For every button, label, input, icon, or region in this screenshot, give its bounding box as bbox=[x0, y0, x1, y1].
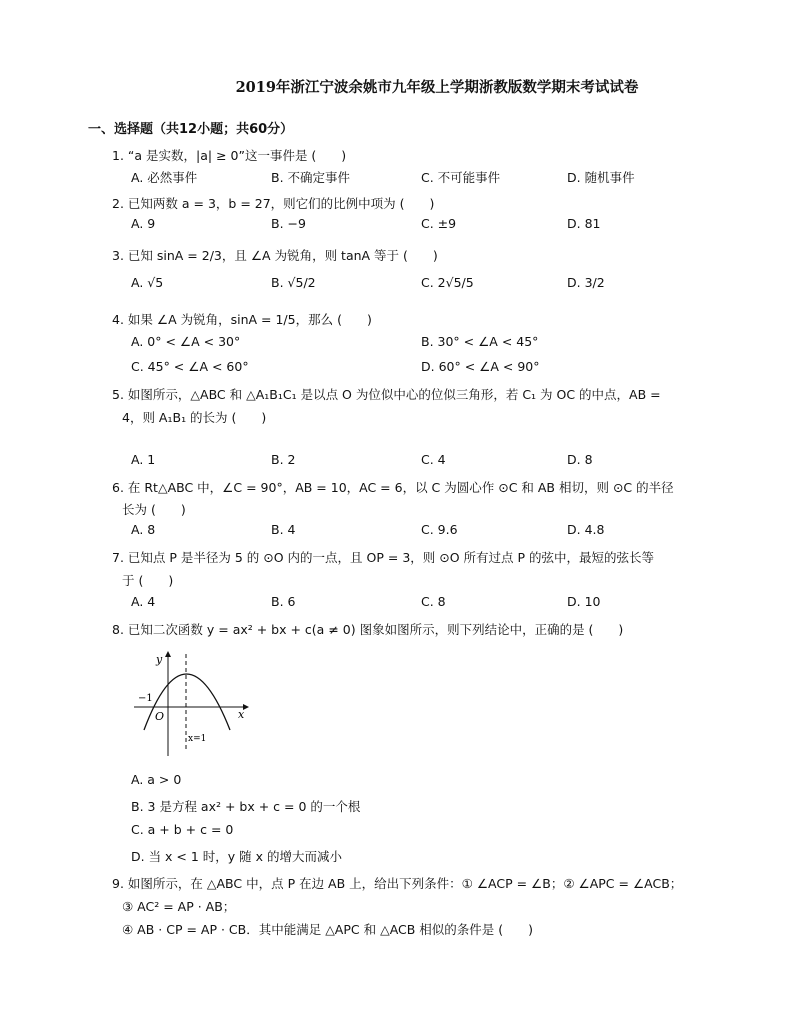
q3-option-b: B. √5/2 bbox=[271, 275, 316, 290]
q1-option-d: D. 随机事件 bbox=[567, 170, 635, 185]
question-5-stem-line2: 4，则 A₁B₁ 的长为 ( ) bbox=[122, 410, 267, 425]
origin-label: O bbox=[155, 710, 165, 723]
q3-option-c: C. 2√5/5 bbox=[421, 275, 474, 290]
question-6-stem-line2: 长为 ( ) bbox=[122, 502, 186, 517]
question-5-stem-line1: 5. 如图所示，△ABC 和 △A₁B₁C₁ 是以点 O 为位似中心的位似三角形，若 C₁ 为 OC 的中点，AB = bbox=[112, 387, 661, 402]
q4-option-d: D. 60° < ∠A < 90° bbox=[421, 359, 540, 374]
q7-option-c: C. 8 bbox=[421, 594, 446, 609]
parabola-figure bbox=[128, 648, 258, 760]
question-4-stem: 4. 如果 ∠A 为锐角，sinA = 1/5，那么 ( ) bbox=[112, 312, 372, 327]
q1-option-a: A. 必然事件 bbox=[131, 170, 198, 185]
question-8-stem: 8. 已知二次函数 y = ax² + bx + c(a ≠ 0) 图象如图所示，则下列结论中，正确的是 ( ) bbox=[112, 622, 624, 637]
q7-option-d: D. 10 bbox=[567, 594, 601, 609]
q2-option-b: B. −9 bbox=[271, 216, 306, 231]
q3-option-d: D. 3/2 bbox=[567, 275, 605, 290]
q2-option-a: A. 9 bbox=[131, 216, 156, 231]
question-6-stem-line1: 6. 在 Rt△ABC 中，∠C = 90°，AB = 10，AC = 6，以 C 为圆心作 ⊙C 和 AB 相切，则 ⊙C 的半径 bbox=[112, 480, 674, 495]
question-7-stem-line1: 7. 已知点 P 是半径为 5 的 ⊙O 内的一点，且 OP = 3，则 ⊙O 所有过点 P 的弦中，最短的弦长等 bbox=[112, 550, 655, 565]
q4-option-c: C. 45° < ∠A < 60° bbox=[131, 359, 249, 374]
question-1-stem: 1. “a 是实数，|a| ≥ 0”这一事件是 ( ) bbox=[112, 148, 347, 163]
x-axis-label: x bbox=[238, 708, 245, 721]
q4-option-b: B. 30° < ∠A < 45° bbox=[421, 334, 539, 349]
left-root-label: −1 bbox=[138, 693, 153, 704]
q6-option-d: D. 4.8 bbox=[567, 522, 605, 537]
q6-option-a: A. 8 bbox=[131, 522, 156, 537]
q5-option-b: B. 2 bbox=[271, 452, 296, 467]
q8-option-b: B. 3 是方程 ax² + bx + c = 0 的一个根 bbox=[131, 799, 361, 814]
q1-option-c: C. 不可能事件 bbox=[421, 170, 501, 185]
question-9-stem-line2: ③ AC² = AP · AB； bbox=[122, 899, 236, 914]
q1-option-b: B. 不确定事件 bbox=[271, 170, 351, 185]
q8-option-a: A. a > 0 bbox=[131, 772, 182, 787]
page-title: 2019年浙江宁波余姚市九年级上学期浙教版数学期末考试试卷 bbox=[235, 79, 639, 96]
q6-option-c: C. 9.6 bbox=[421, 522, 458, 537]
q5-option-d: D. 8 bbox=[567, 452, 593, 467]
q4-option-a: A. 0° < ∠A < 30° bbox=[131, 334, 241, 349]
q6-option-b: B. 4 bbox=[271, 522, 296, 537]
symmetry-axis-label: x=1 bbox=[188, 734, 207, 744]
question-7-stem-line2: 于 ( ) bbox=[122, 573, 174, 588]
section-heading: 一、选择题（共12小题；共60分） bbox=[88, 122, 294, 137]
question-9-stem-line3: ④ AB · CP = AP · CB．其中能满足 △APC 和 △ACB 相似的条件是 ( ) bbox=[122, 922, 534, 937]
q5-option-c: C. 4 bbox=[421, 452, 446, 467]
question-9-stem-line1: 9. 如图所示，在 △ABC 中，点 P 在边 AB 上，给出下列条件：① ∠ACP = ∠B；② ∠APC = ∠ACB； bbox=[112, 876, 683, 891]
q8-option-c: C. a + b + c = 0 bbox=[131, 822, 234, 837]
q2-option-c: C. ±9 bbox=[421, 216, 457, 231]
y-axis-label: y bbox=[156, 653, 163, 666]
q7-option-a: A. 4 bbox=[131, 594, 156, 609]
question-2-stem: 2. 已知两数 a = 3，b = 27，则它们的比例中项为 ( ) bbox=[112, 196, 435, 211]
q3-option-a: A. √5 bbox=[131, 275, 164, 290]
q7-option-b: B. 6 bbox=[271, 594, 296, 609]
q5-option-a: A. 1 bbox=[131, 452, 156, 467]
q2-option-d: D. 81 bbox=[567, 216, 601, 231]
question-3-stem: 3. 已知 sinA = 2/3，且 ∠A 为锐角，则 tanA 等于 ( ) bbox=[112, 248, 438, 263]
q8-option-d: D. 当 x < 1 时，y 随 x 的增大而减小 bbox=[131, 849, 343, 864]
